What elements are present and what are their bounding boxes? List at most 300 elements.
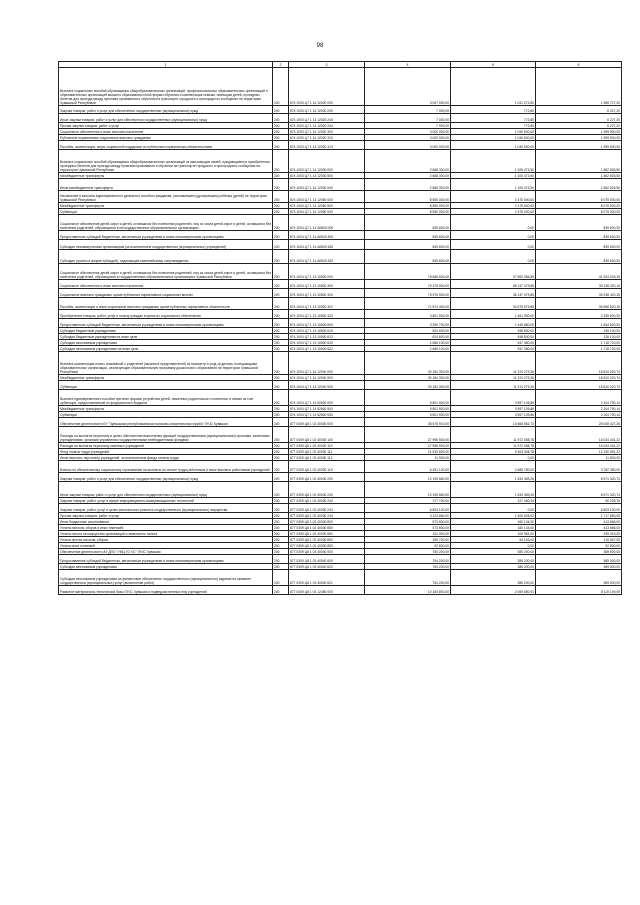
row-approved-amount: 2 668 300,00 [365,179,451,191]
table-row [59,179,622,191]
row-budget-code: 874 1003 Ц7 1 14 12020 310 [289,135,365,141]
row-line-code: 200 [273,150,289,173]
row-executed-amount: 11 374 279,26 [451,375,536,381]
row-executed-amount: 0,00 [451,543,536,549]
row-line-code: 200 [273,443,289,449]
row-executed-amount: 2 668 750,00 [451,461,536,473]
row-line-code: 200 [273,390,289,406]
row-budget-code: 874 1004 Ц7 1 14 А0600 632 [289,250,365,264]
row-line-code: 200 [273,179,289,191]
row-executed-amount: 3 597 109,86 [451,406,536,412]
row-name: Выплата социальных пособий обучающимся общеобразовательных организаций, профессиональных образовательных организаций и образовательных организаций высшего образования очной формы обучения и компенсация семьям, имеющим детей, проездных билетов для проезда между пунктами проживания и обучения на транспорте городского и пригородного сообщения на территории Чувашской Республики [59,68,273,106]
row-name: Пособия, компенсации и иные социальные выплаты гражданам, кроме публичных нормативных обязательств [59,298,273,310]
row-remaining-amount: 126 100,00 [536,328,622,334]
row-budget-code: 874 1004 Ц7 1 13 10500 610 [289,328,365,334]
row-remaining-amount: 8 571 320,74 [536,482,622,498]
row-executed-amount: 11 374 279,26 [451,381,536,390]
row-remaining-amount: 2 104 790,14 [536,390,622,406]
row-remaining-amount: 16 024 441,22 [536,427,622,443]
row-remaining-amount: 18 810 020,74 [536,381,622,390]
row-remaining-amount: 8 571 320,74 [536,473,622,482]
row-name: Субсидии (гранты в форме субсидий), подлежащие казначейскому сопровождению [59,250,273,264]
row-budget-code: 877 0309 Ц8 1 02 40030 240 [289,482,365,498]
row-executed-amount: 1 534 389,26 [451,473,536,482]
row-remaining-amount: 6 227,20 [536,114,622,123]
row-remaining-amount: 6 075 000,00 [536,209,622,215]
row-name: Фонд оплаты труда учреждений [59,449,273,455]
row-budget-code: 874 1004 Ц7 1 14 12040 500 [289,375,365,381]
row-executed-amount: 385 200,00 [451,564,536,570]
row-line-code: 200 [273,250,289,264]
row-remaining-amount: 16 024 441,22 [536,443,622,449]
table-row [59,473,622,482]
row-executed-amount: 1 040 500,00 [451,135,536,141]
row-remaining-amount: 126 100,00 [536,334,622,340]
row-budget-code: 877 0309 Ц8 1 02 40030 100 [289,427,365,443]
row-name: Субсидии автономным учреждениям на финансовое обеспечение государственного (муниципального) задания на оказание государственных (муниципальных) услуг (выполнение работ) [59,570,273,586]
row-line-code: 200 [273,519,289,525]
row-budget-code: 877 0309 Ц8 1 04 12480 000 [289,586,365,595]
row-budget-code: 874 1003 Ц7 1 14 12020 000 [289,68,365,106]
row-remaining-amount: 6 227,20 [536,106,622,114]
row-name: Социальное обеспечение детей-сирот и детей, оставшихся без попечения родителей, лиц из числа детей-сирот и детей, оставшихся без попечения родителей, обучающихся в негосударственных образовательных организациях [59,215,273,231]
row-budget-code: 874 1004 Ц7 1 13 10500 323 [289,310,365,319]
row-name: Взносы по обязательному социальному страхованию на выплаты по оплате труда работников и иные выплаты работникам учреждений [59,461,273,473]
row-line-code: 200 [273,482,289,498]
row-line-code: 200 [273,381,289,390]
row-name: Обеспечение деятельности БУ "Чувашская республиканская поисково-спасательная служба" ГКЧС Чувашии [59,418,273,427]
table-row [59,106,622,114]
row-approved-amount: 3 000 000,00 [365,129,451,135]
row-executed-amount: 0,00 [451,240,536,250]
row-budget-code: 877 0309 Ц8 1 02 40030 850 [289,525,365,531]
row-line-code: 200 [273,543,289,549]
row-budget-code: 874 1004 Ц7 1 13 10500 321 [289,298,365,310]
row-approved-amount: 624 600,00 [365,328,451,334]
row-approved-amount: 839 600,00 [365,215,451,231]
row-executed-amount: 160 134,00 [451,525,536,531]
row-budget-code: 874 1003 Ц7 1 14 12030 500 [289,173,365,179]
row-budget-code: 874 1004 Ц7 1 14 52600 000 [289,390,365,406]
row-remaining-amount: 1 717 880,08 [536,513,622,519]
row-line-code: 200 [273,513,289,519]
row-line-code: 200 [273,319,289,328]
table-row [59,427,622,443]
row-approved-amount: 30 184 300,00 [365,352,451,375]
row-remaining-amount: 839 600,00 [536,215,622,231]
row-name: Социальное обеспечение и иные выплаты населению [59,280,273,289]
row-budget-code: 874 1004 Ц7 1 14 52600 500 [289,406,365,412]
row-line-code: 200 [273,123,289,129]
row-budget-code: 874 1003 Ц7 1 14 12020 240 [289,114,365,123]
row-approved-amount: 10 105 660,00 [365,473,451,482]
row-executed-amount: 3 597 109,86 [451,390,536,406]
row-budget-code: 877 0309 Ц8 1 02 40030 112 [289,455,365,461]
row-name: Выплата единовременного пособия при всех формах устройства детей, лишенных родительского попечения, в семью за счет субвенции, предоставляемой из федерального бюджета [59,390,273,406]
row-remaining-amount: 6 227,20 [536,123,622,129]
row-name: Субсидии некоммерческим организациям (за исключением государственных (муниципальных) учреждений) [59,240,273,250]
row-executed-amount: 385 200,00 [451,555,536,564]
row-remaining-amount: 41 003 243,15 [536,264,622,280]
row-line-code: 200 [273,334,289,340]
row-name: Закупка товаров, работ и услуг для обеспечения государственных (муниципальных) нужд [59,473,273,482]
row-remaining-amount: 2 104 790,14 [536,406,622,412]
row-budget-code: 874 1004 Ц7 1 13 10500 620 [289,340,365,346]
row-approved-amount: 839 600,00 [365,250,451,264]
row-remaining-amount: 18 810 020,74 [536,352,622,375]
row-budget-code: 874 1004 Ц7 1 14 12060 000 [289,191,365,203]
table-row [59,191,622,203]
table-row [59,68,622,106]
row-budget-code: 874 1004 Ц7 1 14 А0600 000 [289,215,365,231]
table-row [59,150,622,173]
table-row [59,555,622,564]
row-line-code: 200 [273,280,289,289]
row-remaining-amount: 1 718 720,00 [536,340,622,346]
row-budget-code: 874 1004 Ц7 1 13 10500 300 [289,280,365,289]
row-executed-amount: 385 200,00 [451,549,536,555]
row-approved-amount: 754 200,00 [365,570,451,586]
row-line-code: 200 [273,375,289,381]
row-remaining-amount: 839 600,00 [536,250,622,264]
row-budget-code: 877 0309 Ц8 1 02 40030 800 [289,519,365,525]
row-budget-code: 877 0309 Ц8 1 02 40030 000 [289,418,365,427]
table-row [59,231,622,240]
row-executed-amount: 772,80 [451,114,536,123]
row-name: Субсидии автономным учреждениям [59,564,273,570]
row-executed-amount: 127 460,34 [451,498,536,504]
row-line-code: 200 [273,525,289,531]
row-line-code: 200 [273,191,289,203]
row-approved-amount: 10 105 660,00 [365,482,451,498]
row-approved-amount: 754 200,00 [365,549,451,555]
row-name: Прочая закупка товаров, работ и услуг [59,123,273,129]
row-line-code: 200 [273,346,289,352]
row-line-code: 200 [273,289,289,298]
row-line-code: 200 [273,215,289,231]
row-remaining-amount: 413 666,00 [536,525,622,531]
row-budget-code: 877 0309 Ц8 1 02 40030 200 [289,473,365,482]
row-name: Предоставление субсидий бюджетным, автономным учреждениям и иным некоммерческим организациям [59,319,273,328]
row-name: Обеспечение деятельности АУ ДПО "УМЦ ГО ЧС" ГКЧС Чувашии [59,549,273,555]
row-name: Уплата прочих налогов, сборов [59,537,273,543]
table-row [59,298,622,310]
row-remaining-amount: 839 600,00 [536,240,622,250]
row-remaining-amount: 12 230 591,22 [536,449,622,455]
row-line-code: 200 [273,264,289,280]
row-approved-amount: 177 700,00 [365,498,451,504]
table-row [59,482,622,498]
row-name: Расходы на выплаты персоналу казенных учреждений [59,443,273,449]
row-line-code: 200 [273,129,289,135]
row-name: Выплата социальных пособий обучающимся общеобразовательных организаций из малоимущих семей, нуждающимся в приобретении проездных билетов для проезда между пунктами проживания и обучения на транспорте городского и пригородного сообщения на территории Чувашской Республики [59,150,273,173]
table-row [59,319,622,328]
row-executed-amount: 105 981,00 [451,531,536,537]
row-remaining-amount: 1 718 720,00 [536,346,622,352]
row-line-code: 200 [273,114,289,123]
row-budget-code: 874 1004 Ц7 1 13 10500 612 [289,334,365,340]
row-budget-code: 874 1004 Ц7 1 14 А0600 630 [289,240,365,250]
row-approved-amount: 839 600,00 [365,231,451,240]
row-name: Межбюджетные трансферты [59,203,273,209]
row-remaining-amount: 2 339 600,00 [536,310,622,319]
row-budget-code: 874 1004 Ц7 1 14 12040 000 [289,352,365,375]
row-approved-amount: 5 801 900,00 [365,406,451,412]
row-name: Закупка товаров, работ, услуг в сфере информационно-коммуникационных технологий [59,498,273,504]
row-remaining-amount: 11 500,00 [536,455,622,461]
row-budget-code: 874 1003 Ц7 1 14 12020 300 [289,129,365,135]
row-remaining-amount: 36 898 820,15 [536,298,622,310]
row-line-code: 200 [273,135,289,141]
row-approved-amount: 78 666 600,00 [365,264,451,280]
row-line-code: 200 [273,564,289,570]
row-executed-amount: 1 445 880,00 [451,319,536,328]
row-budget-code: 874 1004 Ц7 1 14 52600 530 [289,412,365,418]
row-remaining-amount: 413 666,00 [536,519,622,525]
row-line-code: 200 [273,555,289,564]
row-approved-amount: 3 124 860,00 [365,513,451,519]
row-approved-amount: 2 666 100,00 [365,346,451,352]
row-approved-amount: 92 800,00 [365,543,451,549]
row-name: Уплата налогов, сборов и иных платежей [59,525,273,531]
row-remaining-amount: 369 000,00 [536,570,622,586]
row-name: Развитие материально-технической базы ГКЧС Чувашии и подведомственных ему учреждений [59,586,273,595]
table-row [59,461,622,473]
row-budget-code: 877 0309 Ц8 1 02 40030 853 [289,543,365,549]
row-executed-amount: 2 475 000,00 [451,191,536,203]
row-name: Субсидии бюджетным учреждениям на иные цели [59,334,273,340]
row-name: Предоставление субсидий бюджетным, автономным учреждениям и иным некоммерческим организациям [59,231,273,240]
row-budget-code: 874 1004 Ц7 1 14 12060 500 [289,203,365,209]
row-remaining-amount: 115 547,00 [536,537,622,543]
row-line-code: 200 [273,141,289,150]
row-executed-amount: 1 534 389,26 [451,482,536,498]
row-executed-amount: 947 380,00 [451,340,536,346]
row-approved-amount: 3 801 500,00 [365,310,451,319]
row-name: Социальное обеспечение детей-сирот и детей, оставшихся без попечения родителей, лиц из числа детей-сирот и детей, оставшихся без попечения родителей, обучающихся в государственных образовательных организациях Чувашской Республики [59,264,273,280]
row-approved-amount: 3 290 700,00 [365,319,451,328]
row-approved-amount: 27 996 500,00 [365,427,451,443]
row-name: Закупка товаров, работ и услуг для обеспечения государственных (муниципальных) нужд [59,106,273,114]
row-executed-amount: 1 105 473,50 [451,179,536,191]
row-line-code: 200 [273,498,289,504]
table-row [59,141,622,150]
table-row [59,381,622,390]
row-remaining-amount: 1 959 500,00 [536,129,622,135]
row-remaining-amount: 205 319,00 [536,531,622,537]
row-remaining-amount: 1 959 500,00 [536,141,622,150]
row-approved-amount: 75 375 900,00 [365,289,451,298]
row-approved-amount: 38 676 910,00 [365,418,451,427]
row-approved-amount: 2 666 100,00 [365,340,451,346]
row-approved-amount: 7 000,00 [365,106,451,114]
row-budget-code: 877 0309 Ц8 1 02 40030 244 [289,513,365,519]
row-remaining-amount: 50 239,76 [536,498,622,504]
row-budget-code: 874 1004 Ц7 1 13 10500 622 [289,346,365,352]
row-line-code: 200 [273,209,289,215]
row-approved-amount: 5 801 900,00 [365,412,451,418]
row-budget-code: 874 1004 Ц7 1 13 10500 600 [289,319,365,328]
row-approved-amount: 624 600,00 [365,334,451,340]
row-budget-code: 874 1004 Ц7 1 13 10500 000 [289,264,365,280]
row-budget-code: 877 0309 Ц8 1 02 40030 852 [289,537,365,543]
row-executed-amount: 772,80 [451,123,536,129]
row-remaining-amount: 39 238 420,15 [536,289,622,298]
row-budget-code: 874 1004 Ц7 1 14 12040 530 [289,381,365,390]
column-header-3: 3 [289,62,365,68]
row-line-code: 200 [273,406,289,412]
row-name: Субвенции [59,412,273,418]
row-line-code: 200 [273,106,289,114]
row-line-code: 200 [273,68,289,106]
table-row [59,289,622,298]
row-budget-code: 874 1004 Ц7 1 14 А0600 600 [289,231,365,240]
row-name: Иные выплаты персоналу учреждений, за исключением фонда оплаты труда [59,455,273,461]
table-row [59,215,622,231]
row-name: Социальные выплаты гражданам, кроме публичных нормативных социальных выплат [59,289,273,298]
row-executed-amount: 1 105 473,50 [451,173,536,179]
row-remaining-amount: 1 965 727,20 [536,68,622,106]
row-executed-amount: 11 972 058,78 [451,443,536,449]
table-row [59,390,622,406]
row-name: Уплата иных платежей [59,543,273,549]
row-name: Назначение и выплата единовременного денежного пособия гражданам, усыновившим (удочерившим) ребенка (детей) на территории Чувашской Республики [59,191,273,203]
table-row [59,352,622,375]
row-line-code: 200 [273,310,289,319]
row-approved-amount: 30 184 300,00 [365,375,451,381]
row-name: Прочая закупка товаров, работ и услуг [59,513,273,519]
row-executed-amount: 34 675 579,85 [451,298,536,310]
row-executed-amount: 947 380,00 [451,346,536,352]
row-budget-code: 877 0309 Ц8 1 03 40040 621 [289,570,365,586]
row-line-code: 200 [273,231,289,240]
row-executed-amount: 160 134,00 [451,519,536,525]
column-header-1: 1 [59,62,273,68]
row-approved-amount: 11 500,00 [365,455,451,461]
row-name: Субсидии автономным учреждениям [59,340,273,346]
row-line-code: 200 [273,352,289,375]
column-header-5: 5 [451,62,536,68]
row-name: Предоставление субсидий бюджетным, автономным учреждениям и иным некоммерческим организациям [59,555,273,564]
row-name: Субвенции [59,209,273,215]
row-line-code: 200 [273,570,289,586]
row-executed-amount: 0,00 [451,215,536,231]
table-row [59,280,622,289]
row-approved-amount: 10 184 800,00 [365,586,451,595]
row-executed-amount: 54 153,00 [451,537,536,543]
table-row [59,570,622,586]
row-name: Субсидии бюджетным учреждениям [59,328,273,334]
row-name: Иные закупки товаров, работ и услуг для обеспечения государственных (муниципальных) нужд [59,482,273,498]
row-remaining-amount: 369 000,00 [536,555,622,564]
row-budget-code: 874 1003 Ц7 1 14 12020 244 [289,123,365,129]
row-approved-amount: 27 996 500,00 [365,443,451,449]
row-name: Иные закупки товаров, работ и услуг для обеспечения государственных (муниципальных) нужд [59,114,273,123]
row-approved-amount: 2 668 300,00 [365,173,451,179]
page-number: 98 [316,43,324,49]
table-row [59,310,622,319]
row-remaining-amount: 8 115 149,09 [536,586,622,595]
row-budget-code: 877 0309 Ц8 1 02 40030 242 [289,498,365,504]
row-line-code: 200 [273,531,289,537]
row-remaining-amount: 1 562 826,50 [536,173,622,179]
row-executed-amount: 2 069 650,91 [451,586,536,595]
row-budget-code: 877 0309 Ц8 1 02 40030 111 [289,449,365,455]
row-budget-code: 874 1003 Ц7 1 14 12020 313 [289,141,365,150]
row-executed-amount: 1 040 500,00 [451,141,536,150]
row-budget-code: 877 0309 Ц8 1 03 40040 620 [289,564,365,570]
row-budget-code: 874 1004 Ц7 1 13 10500 320 [289,289,365,298]
row-budget-code: 877 0309 Ц8 1 02 40030 243 [289,504,365,513]
row-approved-amount: 8 550 000,00 [365,191,451,203]
row-budget-code: 877 0309 Ц8 1 03 40040 000 [289,549,365,555]
row-executed-amount: 1 406 928,92 [451,513,536,519]
row-line-code: 200 [273,328,289,334]
row-executed-amount: 1 105 473,50 [451,150,536,173]
row-remaining-amount: 369 000,00 [536,549,622,555]
row-remaining-amount: 2 104 790,14 [536,412,622,418]
row-budget-code: 874 1003 Ц7 1 14 12020 200 [289,106,365,114]
row-remaining-amount: 6 075 000,00 [536,203,622,209]
row-line-code: 200 [273,173,289,179]
row-remaining-amount: 1 844 820,00 [536,319,622,328]
row-executed-amount: 36 137 479,85 [451,280,536,289]
row-executed-amount: 1 461 900,00 [451,310,536,319]
row-budget-code: 874 1003 Ц7 1 14 12030 540 [289,179,365,191]
row-executed-amount: 0,00 [451,250,536,264]
row-approved-amount: 8 550 000,00 [365,209,451,215]
row-budget-code: 877 0309 Ц8 1 03 40040 600 [289,555,365,564]
row-approved-amount: 7 000,00 [365,123,451,129]
row-executed-amount: 0,00 [451,455,536,461]
row-remaining-amount: 39 238 420,15 [536,280,622,289]
row-executed-amount: 11 972 058,78 [451,427,536,443]
row-approved-amount: 754 200,00 [365,564,451,570]
row-approved-amount: 311 300,00 [365,531,451,537]
row-line-code: 200 [273,455,289,461]
row-line-code: 200 [273,298,289,310]
table-row [59,504,622,513]
row-line-code: 200 [273,240,289,250]
row-line-code: 200 [273,427,289,443]
row-executed-amount: 37 563 356,85 [451,264,536,280]
table-row [59,250,622,264]
row-approved-amount: 2 668 300,00 [365,150,451,173]
row-executed-amount: 498 500,00 [451,334,536,340]
row-executed-amount: 9 303 308,78 [451,449,536,455]
row-line-code: 200 [273,412,289,418]
row-approved-amount: 573 800,00 [365,519,451,525]
row-name: Закупка товаров, работ, услуг в целях капитального ремонта государственного (муниципального) имущества [59,504,273,513]
row-remaining-amount: 1 562 826,50 [536,150,622,173]
column-header-4: 4 [365,62,451,68]
row-remaining-amount: 369 000,00 [536,564,622,570]
row-name: Приобретение товаров, работ, услуг в пользу граждан в целях их социального обеспечения [59,310,273,319]
row-budget-code: 874 1003 Ц7 1 14 12030 000 [289,150,365,173]
row-remaining-amount: 839 600,00 [536,231,622,240]
row-executed-amount: 13 668 562,74 [451,418,536,427]
row-name: Субвенции [59,381,273,390]
row-approved-amount: 75 375 900,00 [365,280,451,289]
row-approved-amount: 754 200,00 [365,555,451,564]
row-approved-amount: 3 000 000,00 [365,141,451,150]
row-name: Межбюджетные трансферты [59,406,273,412]
column-header-6: 6 [536,62,622,68]
row-name: Межбюджетные трансферты [59,375,273,381]
row-executed-amount: 1 040 500,00 [451,129,536,135]
row-name: Расходы на выплаты персоналу в целях обеспечения выполнения функций государственными (муниципальными) органами, казенными учреждениями, органами управления государственными внебюджетными фондами [59,427,273,443]
table-row [59,264,622,280]
